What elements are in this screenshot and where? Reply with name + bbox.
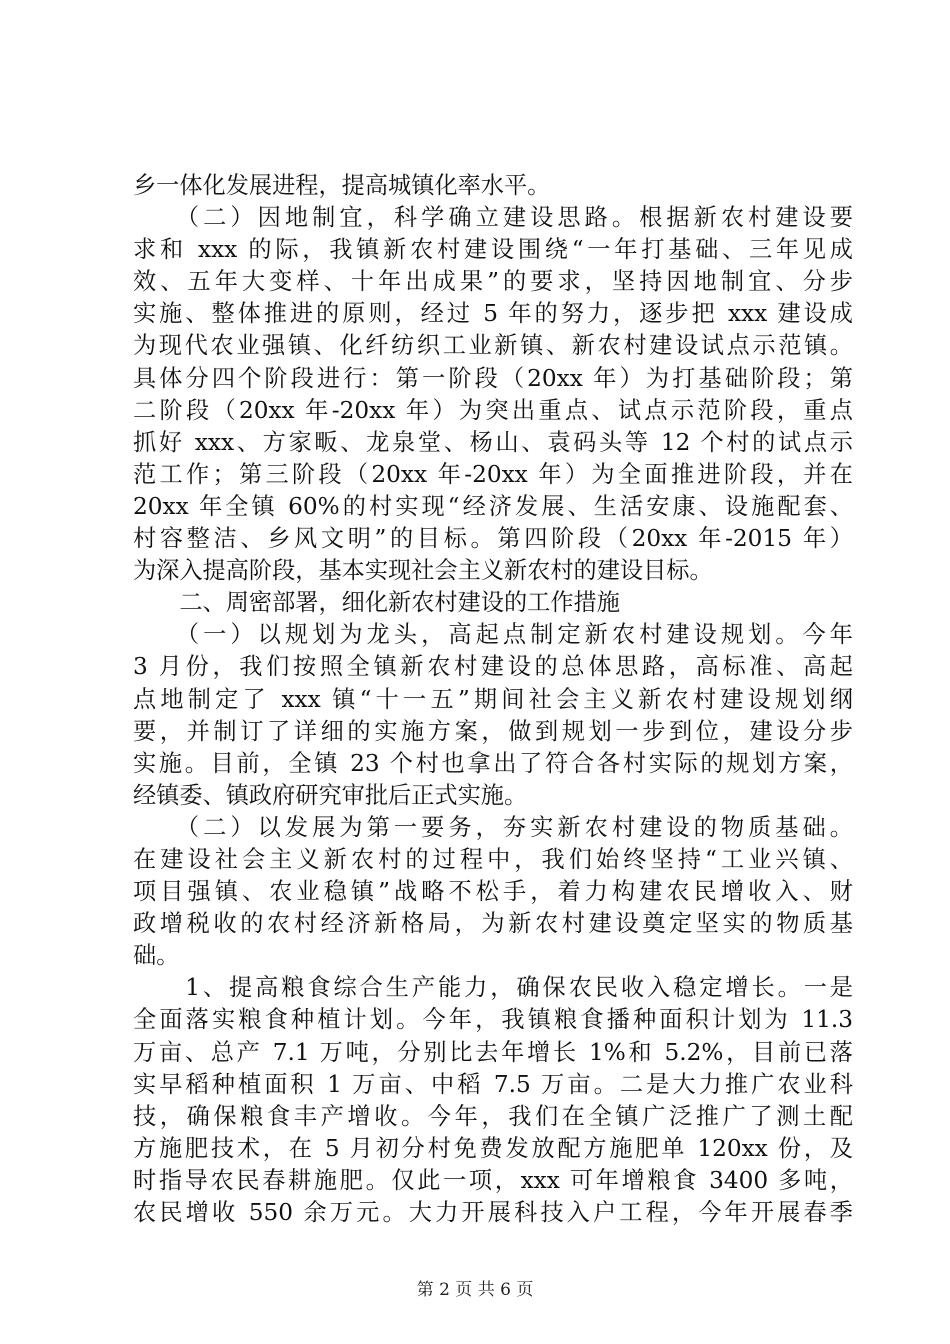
- text-line: 项目强镇、农业稳镇”战略不松手，着力构建农民增收入、财: [133, 878, 853, 906]
- text-line: （二）因地制宜，科学确立建设思路。根据新农村建设要: [133, 204, 853, 232]
- text-line: （一）以规划为龙头，高起点制定新农村建设规划。今年: [133, 621, 853, 649]
- text-line: 础。: [133, 942, 180, 970]
- text-line: 村容整洁、乡风文明”的目标。第四阶段（20xx 年-2015 年）: [133, 525, 853, 553]
- text-line: 效、五年大变样、十年出成果”的要求，坚持因地制宜、分步: [133, 268, 853, 296]
- text-line: 1、提高粮食综合生产能力，确保农民收入稳定增长。一是: [133, 974, 853, 1002]
- text-line: 方施肥技术，在 5 月初分村免费发放配方施肥单 120xx 份，及: [133, 1134, 853, 1162]
- text-line: 实施、整体推进的原则，经过 5 年的努力，逐步把 xxx 建设成: [133, 300, 853, 328]
- text-line: 农民增收 550 余万元。大力开展科技入户工程，今年开展春季: [133, 1199, 853, 1226]
- text-line: 抓好 xxx、方家畈、龙泉堂、杨山、袁码头等 12 个村的试点示: [133, 428, 853, 456]
- text-line: 为现代农业强镇、化纤纺织工业新镇、新农村建设试点示范镇。: [133, 332, 853, 360]
- text-line: 求和 xxx 的际，我镇新农村建设围绕“一年打基础、三年见成: [133, 236, 853, 264]
- text-line: 在建设社会主义新农村的过程中，我们始终坚持“工业兴镇、: [133, 845, 853, 873]
- document-body: [133, 170, 853, 1229]
- text-line: 经镇委、镇政府研究审批后正式实施。: [133, 781, 528, 809]
- text-line: 万亩、总产 7.1 万吨，分别比去年增长 1%和 5.2%，目前已落: [133, 1038, 853, 1066]
- text-line: 全面落实粮食种植计划。今年，我镇粮食播种面积计划为 11.3: [133, 1006, 853, 1034]
- text-line: 二阶段（20xx 年-20xx 年）为突出重点、试点示范阶段，重点: [133, 396, 853, 424]
- text-line: 3 月份，我们按照全镇新农村建设的总体思路，高标准、高起: [133, 653, 853, 681]
- text-line: （二）以发展为第一要务，夯实新农村建设的物质基础。: [133, 813, 853, 841]
- text-line: 范工作；第三阶段（20xx 年-20xx 年）为全面推进阶段，并在: [133, 460, 853, 488]
- page-number: 第 2 页 共 6 页: [416, 1280, 534, 1300]
- text-line: 要，并制订了详细的实施方案，做到规划一步到位，建设分步: [133, 717, 853, 745]
- text-line: 实施。目前，全镇 23 个村也拿出了符合各村实际的规划方案，: [133, 749, 853, 777]
- text-line: 政增税收的农村经济新格局，为新农村建设奠定坚实的物质基: [133, 910, 853, 938]
- text-line: 技，确保粮食丰产增收。今年，我们在全镇广泛推广了测土配: [133, 1102, 853, 1130]
- text-line: 乡一体化发展进程，提高城镇化率水平。: [133, 172, 551, 199]
- text-line: 二、周密部署，细化新农村建设的工作措施: [133, 589, 620, 617]
- text-line: 实早稻种植面积 1 万亩、中稻 7.5 万亩。二是大力推广农业科: [133, 1070, 853, 1098]
- text-line: 为深入提高阶段，基本实现社会主义新农村的建设目标。: [133, 557, 713, 585]
- text-line: 具体分四个阶段进行：第一阶段（20xx 年）为打基础阶段；第: [133, 364, 853, 392]
- text-line: 20xx 年全镇 60%的村实现“经济发展、生活安康、设施配套、: [133, 492, 853, 520]
- text-line: 点地制定了 xxx 镇“十一五”期间社会主义新农村建设规划纲: [133, 685, 853, 713]
- text-line: 时指导农民春耕施肥。仅此一项，xxx 可年增粮食 3400 多吨，: [133, 1166, 853, 1194]
